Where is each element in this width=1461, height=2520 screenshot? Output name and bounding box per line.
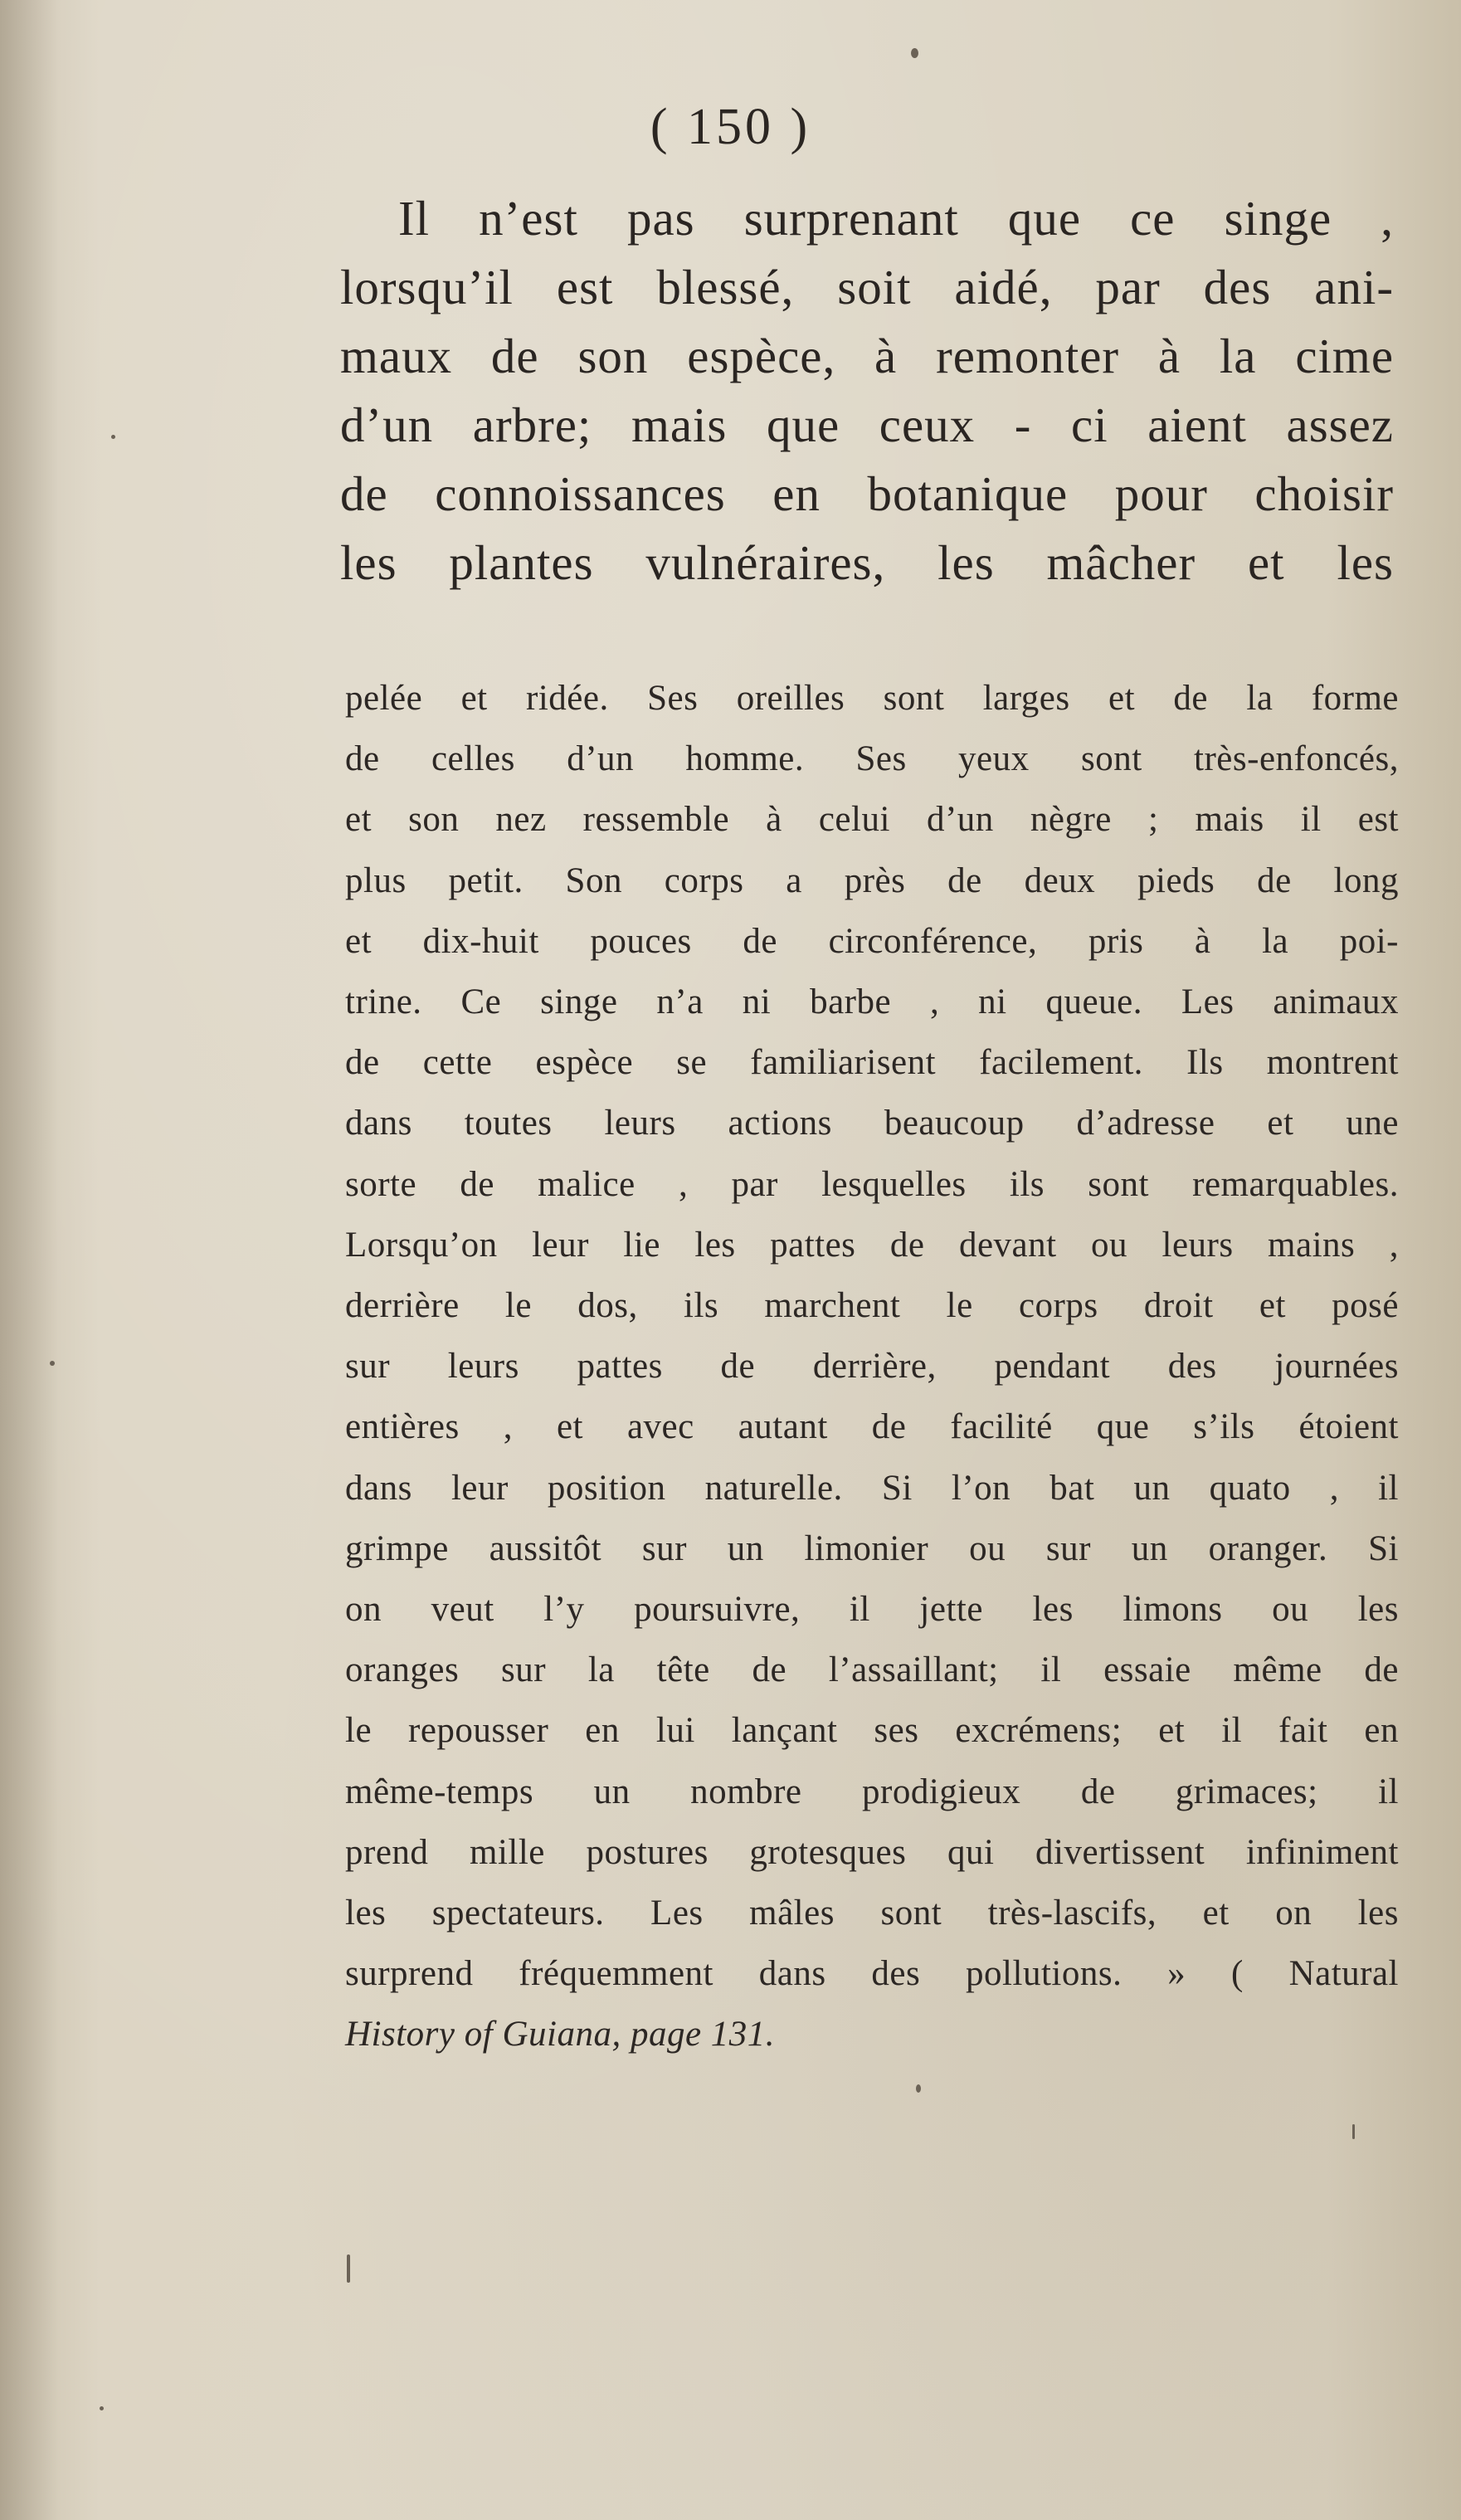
text-line: on veut l’y poursuivre, il jette les limons ou les [345,1590,1399,1630]
citation-line: History of Guiana, page 131. [345,2015,776,2055]
top-paragraph [340,184,1394,597]
text-line: les spectateurs. Les mâles sont très-lascifs, et on les [345,1894,1399,1933]
paper-speck [1352,2124,1355,2139]
text-line: et dix-huit pouces de circonférence, pris à la poi- [345,921,1399,961]
text-line: dans toutes leurs actions beaucoup d’adresse et une [345,1104,1399,1143]
paper-speck [916,2084,921,2093]
page-gutter-shadow [0,0,58,2520]
text-line: sorte de malice , par lesquelles ils sont remarquables. [345,1164,1399,1204]
paper-speck [911,48,918,58]
bottom-paragraph [345,668,1399,2065]
text-line: Il n’est pas surprenant que ce singe , [398,191,1394,246]
text-line: oranges sur la tête de l’assaillant; il essaie même de [345,1650,1399,1690]
text-line: sur leurs pattes de derrière, pendant des journées [345,1347,1399,1387]
paper-speck [50,1361,55,1366]
paper-speck [100,2406,104,2410]
text-line: d’un arbre; mais que ceux - ci aient assez [340,397,1394,452]
text-line: les plantes vulnéraires, les mâcher et les [340,535,1394,590]
text-line: maux de son espèce, à remonter à la cime [340,329,1394,383]
text-line: grimpe aussitôt sur un limonier ou sur un oranger. Si [345,1528,1399,1568]
paper-speck [111,435,115,439]
text-line: prend mille postures grotesques qui divertissent infiniment [345,1832,1399,1872]
text-line: pelée et ridée. Ses oreilles sont larges et de la forme [345,679,1399,718]
text-line: trine. Ce singe n’a ni barbe , ni queue. Les animaux [345,982,1399,1022]
page-number: ( 150 ) [650,99,811,155]
paper-speck [347,2254,350,2283]
text-line: derrière le dos, ils marchent le corps droit et posé [345,1286,1399,1326]
text-line: dans leur position naturelle. Si l’on bat un quato , il [345,1468,1399,1508]
text-line: plus petit. Son corps a près de deux pieds de long [345,860,1399,900]
text-line: de connoissances en botanique pour choisir [340,466,1394,521]
text-line: et son nez ressemble à celui d’un nègre ; mais il est [345,800,1399,840]
text-line: entières , et avec autant de facilité que s’ils étoient [345,1407,1399,1447]
text-line: surprend fréquemment dans des pollutions. » ( Natural [345,1954,1399,1994]
text-line: lorsqu’il est blessé, soit aidé, par des ani- [340,260,1394,314]
text-line: le repousser en lui lançant ses excrémens; et il fait en [345,1711,1399,1751]
text-line: Lorsqu’on leur lie les pattes de devant ou leurs mains , [345,1225,1399,1265]
text-line: de cette espèce se familiarisent facilement. Ils montrent [345,1043,1399,1083]
text-line: même-temps un nombre prodigieux de grimaces; il [345,1772,1399,1811]
text-line: de celles d’un homme. Ses yeux sont très-enfoncés, [345,739,1399,779]
